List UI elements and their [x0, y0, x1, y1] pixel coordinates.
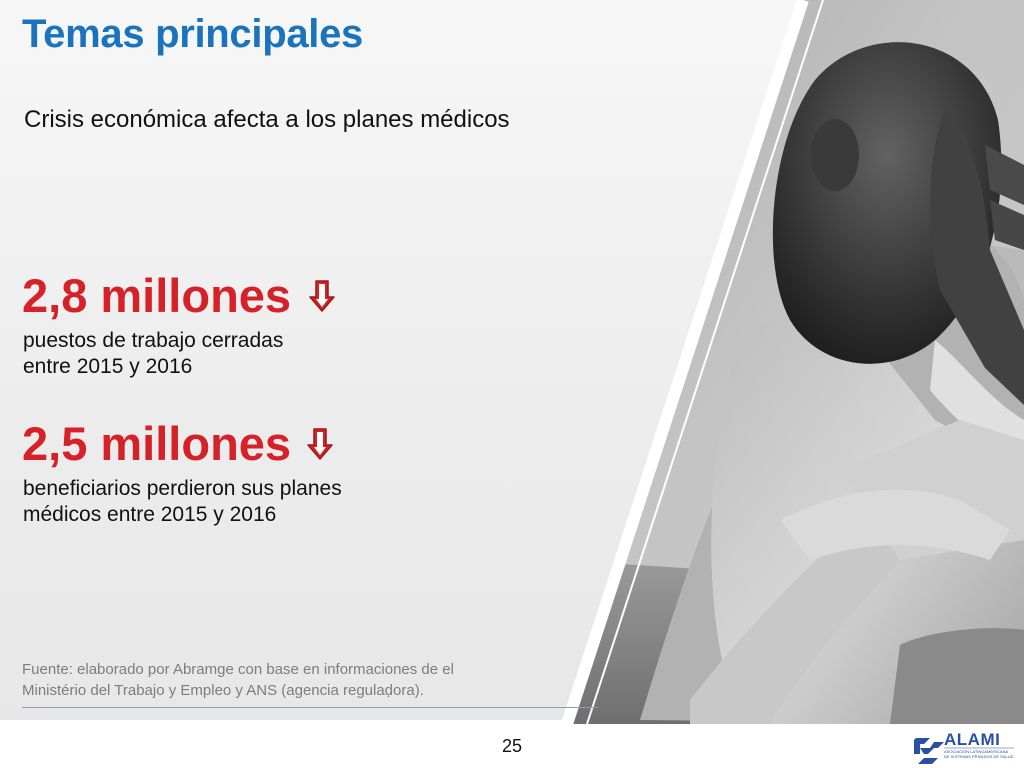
- slide-subtitle: Crisis económica afecta a los planes médicos: [24, 106, 510, 133]
- stat-value-row: [22, 418, 342, 470]
- slide-title: Temas principales: [22, 12, 363, 56]
- source-line: Ministério del Trabajo y Empleo y ANS (agencia regulaḍora).: [22, 682, 424, 699]
- down-arrow-icon: [307, 428, 333, 460]
- stat-description: [23, 328, 335, 380]
- stat-description-line: beneficiarios perdieron sus planes: [23, 477, 342, 500]
- source-note: [22, 659, 542, 701]
- stat-beneficiaries-lost: [22, 418, 342, 528]
- stat-description: [23, 476, 342, 528]
- stat-description-line: puestos de trabajo cerradas: [23, 329, 284, 352]
- stat-value: 2,8 millones: [22, 269, 292, 322]
- page-number: 25: [501, 736, 523, 756]
- down-arrow-icon: [309, 280, 335, 312]
- stat-jobs-lost: [22, 270, 335, 380]
- source-line: Fuente: elaborado por Abramge con base en informaciones de el: [22, 661, 454, 678]
- stat-value: 2,5 millones: [22, 417, 292, 470]
- svg-text:ALAMI: ALAMI: [944, 730, 1001, 749]
- alami-logo-image: [910, 724, 1018, 768]
- alami-logo: [910, 724, 1018, 768]
- stat-description-line: médicos entre 2015 y 2016: [23, 503, 277, 526]
- footer-divider: [22, 707, 598, 708]
- svg-text:DE SISTEMAS PRIVADOS DE SALUD: DE SISTEMAS PRIVADOS DE SALUD: [944, 754, 1014, 759]
- svg-text:ASOCIACIÓN LATINOAMERICANA: ASOCIACIÓN LATINOAMERICANA: [944, 749, 1009, 754]
- stat-value-row: [22, 270, 335, 322]
- stat-description-line: entre 2015 y 2016: [23, 355, 193, 378]
